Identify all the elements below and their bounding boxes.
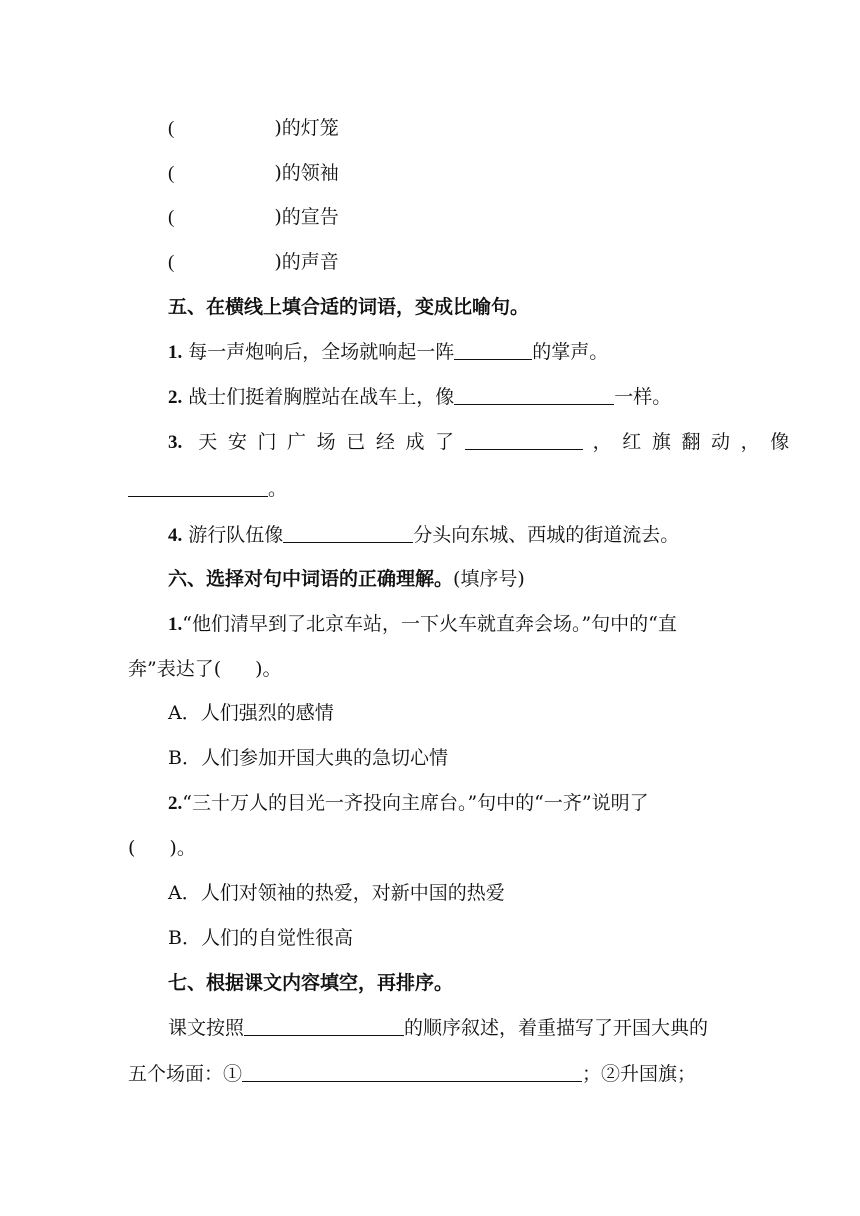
answer-line[interactable] [244,1013,404,1036]
answer-line[interactable] [283,520,413,543]
question-6-1-option-b: B．人们参加开国大典的急切心情 [168,747,448,769]
question-6-2-continued: ( )。 [128,837,196,859]
answer-line[interactable] [454,337,532,360]
fill-item-3: ( )的宣告 [168,206,339,228]
fill-item-2: ( )的领袖 [168,162,339,184]
question-5-3-continued: 。 [0,473,860,505]
question-6-1-continued: 奔”表达了( )。 [128,658,282,680]
section-7-heading: 七、根据课文内容填空，再排序。 [168,972,454,994]
answer-line[interactable] [242,1059,582,1082]
section-7-text-line-1: 课文按照 的顺序叙述，着重描写了开国大典的 [0,1012,860,1044]
answer-line[interactable] [465,427,583,450]
section-5-heading: 五、在横线上填合适的词语，变成比喻句。 [168,296,530,318]
section-6-heading: 六、选择对句中词语的正确理解。(填序号) [168,568,525,590]
question-6-2: 2.“三十万人的目光一齐投向主席台。”句中的“一齐”说明了 [168,792,649,814]
answer-line[interactable] [128,474,268,497]
answer-line[interactable] [454,382,614,405]
question-6-2-option-b: B．人们的自觉性很高 [168,927,353,949]
fill-item-4: ( )的声音 [168,251,339,273]
question-6-1: 1.“他们清早到了北京车站，一下火车就直奔会场。”句中的“直 [168,613,677,635]
fill-item-1: ( )的灯笼 [168,117,339,139]
question-5-2: 2. 战士们挺着胸膛站在战车上，像 一样。 [0,381,860,413]
question-6-2-option-a: A．人们对领袖的热爱，对新中国的热爱 [168,882,505,904]
question-5-3: 3. 天安门广场已经成了 ，红旗翻动，像 [0,426,860,458]
section-7-text-line-2: 五个场面：① ；②升国旗； [0,1058,860,1090]
question-5-1: 1. 每一声炮响后，全场就响起一阵 的掌声。 [0,336,860,368]
question-5-4: 4. 游行队伍像 分头向东城、西城的街道流去。 [0,519,860,551]
question-6-1-option-a: A．人们强烈的感情 [168,702,334,724]
